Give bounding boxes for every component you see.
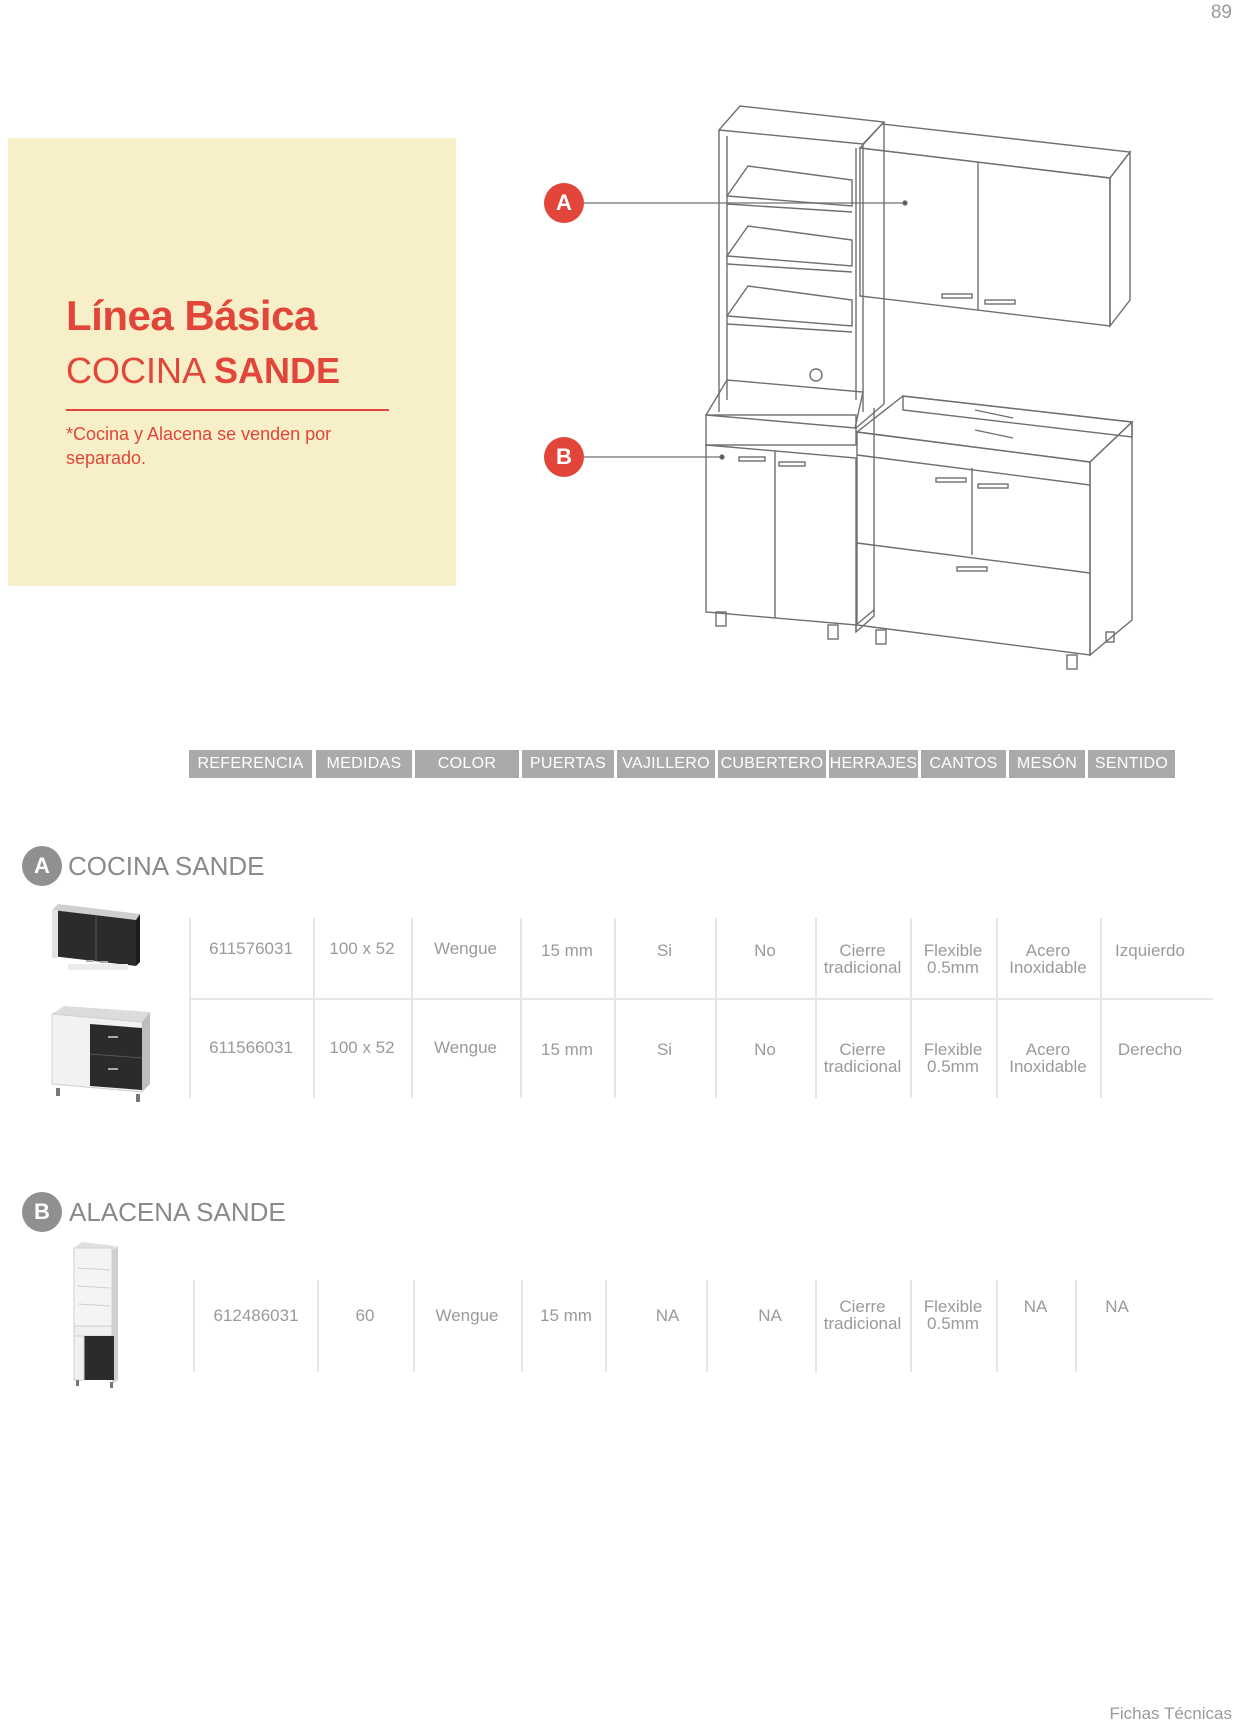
- cell-meson: Acero Inoxidable: [1009, 941, 1087, 977]
- title-divider: [66, 409, 389, 411]
- cell-herrajes: Cierre tradicional: [823, 1297, 902, 1333]
- cell-herrajes: Cierre tradicional: [823, 941, 902, 977]
- section-b-title: ALACENA SANDE: [69, 1197, 286, 1227]
- sale-note: *Cocina y Alacena se venden por separado.: [66, 424, 332, 468]
- cell-cantos: Flexible 0.5mm: [923, 941, 983, 977]
- cell-herrajes: Cierre tradicional: [823, 1040, 902, 1076]
- marker-b: B: [544, 437, 584, 477]
- cell-referencia: 611566031: [209, 1038, 293, 1057]
- cell-medidas: 60: [355, 1306, 375, 1325]
- page-title: Línea Básica: [66, 292, 317, 339]
- section-a-title: COCINA SANDE: [68, 851, 265, 881]
- cell-puertas: 15 mm: [541, 1040, 593, 1059]
- cell-cantos: Flexible 0.5mm: [923, 1297, 983, 1333]
- grid-line: [706, 1280, 708, 1372]
- cell-puertas: 15 mm: [540, 1306, 592, 1325]
- cell-referencia: 611576031: [209, 939, 293, 958]
- cell-cubertero: No: [754, 1040, 776, 1059]
- grid-line: [317, 1280, 319, 1372]
- page-subtitle: [66, 350, 340, 392]
- section-a-badge: A: [22, 846, 62, 886]
- wall-cabinet-thumb: [48, 904, 144, 976]
- cell-vajillero: NA: [655, 1306, 680, 1325]
- section-b-badge: B: [22, 1192, 62, 1232]
- cell-puertas: 15 mm: [541, 941, 593, 960]
- cell-sentido: Derecho: [1117, 1040, 1183, 1059]
- grid-line: [413, 1280, 415, 1372]
- header-medidas: MEDIDAS: [316, 750, 412, 778]
- grid-line: [521, 1280, 523, 1372]
- header-herrajes: HERRAJES: [829, 750, 918, 778]
- cell-referencia: 612486031: [213, 1306, 299, 1325]
- cell-color: Wengue: [433, 939, 497, 958]
- header-puertas: PUERTAS: [522, 750, 614, 778]
- base-cabinet-thumb: [50, 1004, 152, 1104]
- grid-line: [605, 1280, 607, 1372]
- marker-a: A: [544, 183, 584, 223]
- cell-meson: Acero Inoxidable: [1009, 1040, 1087, 1076]
- pantry-cabinet-thumb: [70, 1240, 126, 1390]
- page-number: 89: [1210, 2, 1232, 23]
- header-meson: MESÓN: [1009, 750, 1085, 778]
- cell-medidas: 100 x 52: [329, 939, 395, 958]
- cell-cantos: Flexible 0.5mm: [923, 1040, 983, 1076]
- cabinet-illustration: [540, 96, 1140, 676]
- cell-medidas: 100 x 52: [329, 1038, 395, 1057]
- cell-vajillero: Si: [656, 941, 673, 960]
- cell-sentido: NA: [1105, 1297, 1129, 1316]
- header-color: COLOR: [415, 750, 519, 778]
- cell-sentido: Izquierdo: [1115, 941, 1185, 960]
- cell-color: Wengue: [435, 1306, 499, 1325]
- header-cantos: CANTOS: [921, 750, 1006, 778]
- header-referencia: REFERENCIA: [189, 750, 312, 778]
- cell-vajillero: Si: [656, 1040, 673, 1059]
- header-vajillero: VAJILLERO: [617, 750, 715, 778]
- cell-cubertero: No: [754, 941, 776, 960]
- subtitle-light: COCINA: [66, 350, 215, 391]
- footer-label: Fichas Técnicas: [1109, 1704, 1232, 1723]
- subtitle-bold: SANDE: [214, 350, 341, 391]
- cell-cubertero: NA: [758, 1306, 782, 1325]
- row-divider: [189, 998, 1213, 1000]
- grid-line: [1075, 1280, 1077, 1372]
- header-cubertero: CUBERTERO: [718, 750, 826, 778]
- header-sentido: SENTIDO: [1088, 750, 1175, 778]
- grid-line: [996, 1280, 998, 1372]
- cell-meson: NA: [1023, 1297, 1048, 1316]
- grid-line: [193, 1280, 195, 1372]
- cell-color: Wengue: [433, 1038, 497, 1057]
